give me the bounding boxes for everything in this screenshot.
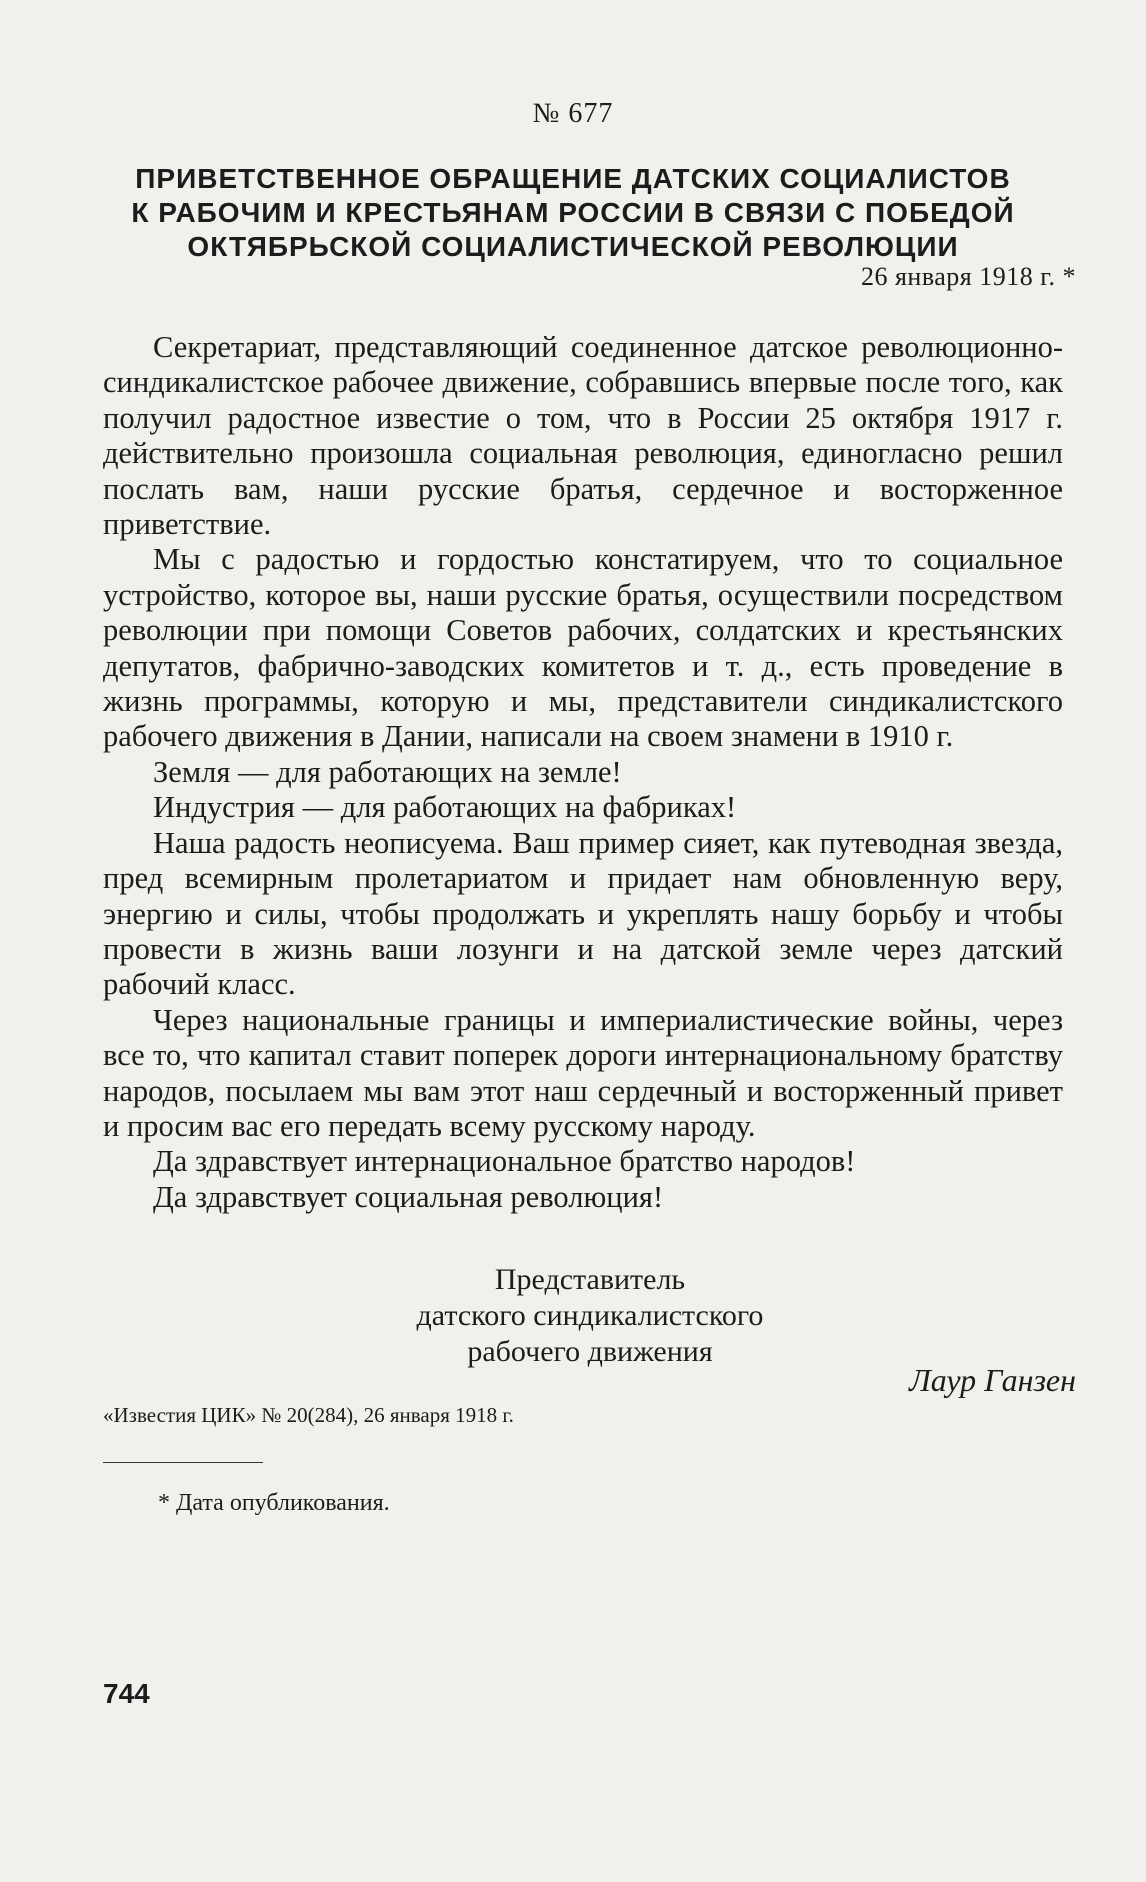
slogan-revolution: Да здравствует социальная революция!: [153, 1179, 664, 1214]
signature-line-1: Представитель: [494, 1263, 686, 1296]
document-number: № 677: [532, 98, 614, 129]
slogan-land: Земля — для работающих на земле!: [153, 754, 622, 789]
title-line-1: ПРИВЕТСТВЕННОЕ ОБРАЩЕНИЕ ДАТСКИХ СОЦИАЛИСТОВ: [135, 163, 1011, 194]
slogan-brotherhood: Да здравствует интернациональное братство народов!: [153, 1144, 856, 1179]
signature-line-3: рабочего движения: [467, 1335, 713, 1368]
document-title: [60, 162, 1086, 264]
signer-name: Лаур Ганзен: [909, 1362, 1076, 1398]
footnote-divider: [103, 1462, 263, 1463]
source-citation: «Известия ЦИК» № 20(284), 26 января 1918 г.: [103, 1403, 514, 1427]
paragraph-2: Мы с радостью и гордостью констатируем, что то социальное устройство, которое вы, наши русские братья, осуществили посредством революции при помощи Советов рабочих, солдатских и крестьянских депутатов, фабрично-заводских комитетов и т. д., есть проведение в жизнь программы, которую и мы, представители синдикалистского рабочего движения в Дании, написали на своем знамени в 1910 г.: [103, 542, 1063, 754]
paragraph-1: Секретариат, представляющий соединенное датское революционно-синдикалистское рабочее движение, собравшись впервые после того, как получил радостное известие о том, что в России 25 октября 1917 г. действительно произошла социальная революция, единогласно решил послать вам, наши русские братья, сердечное и восторженное приветствие.: [103, 330, 1063, 542]
signature-block: [330, 1262, 850, 1370]
title-line-2: К РАБОЧИМ И КРЕСТЬЯНАМ РОССИИ В СВЯЗИ С ПОБЕДОЙ: [131, 197, 1015, 228]
document-date: 26 января 1918 г. *: [860, 262, 1076, 291]
slogan-industry: Индустрия — для работающих на фабриках!: [153, 790, 737, 825]
footnote: * Дата опубликования.: [158, 1490, 390, 1516]
signature-line-2: датского синдикалистского: [416, 1299, 764, 1332]
paragraph-4: Через национальные границы и империалистические войны, через все то, что капитал ставит поперек дороги интернациональному братству народов, посылаем мы вам этот наш сердечный и восторженный привет и просим вас его передать всему русскому народу.: [103, 1002, 1063, 1143]
title-line-3: ОКТЯБРЬСКОЙ СОЦИАЛИСТИЧЕСКОЙ РЕВОЛЮЦИИ: [187, 231, 959, 262]
paragraph-3: Наша радость неописуема. Ваш пример сияет, как путеводная звезда, пред всемирным пролетариатом и придает нам обновленную веру, энергию и силы, чтобы продолжать и укреплять нашу борьбу и чтобы провести в жизнь ваши лозунги и на датской земле через датский рабочий класс.: [103, 825, 1063, 1002]
document-body: [103, 330, 1063, 1215]
page-number: 744: [103, 1678, 150, 1709]
